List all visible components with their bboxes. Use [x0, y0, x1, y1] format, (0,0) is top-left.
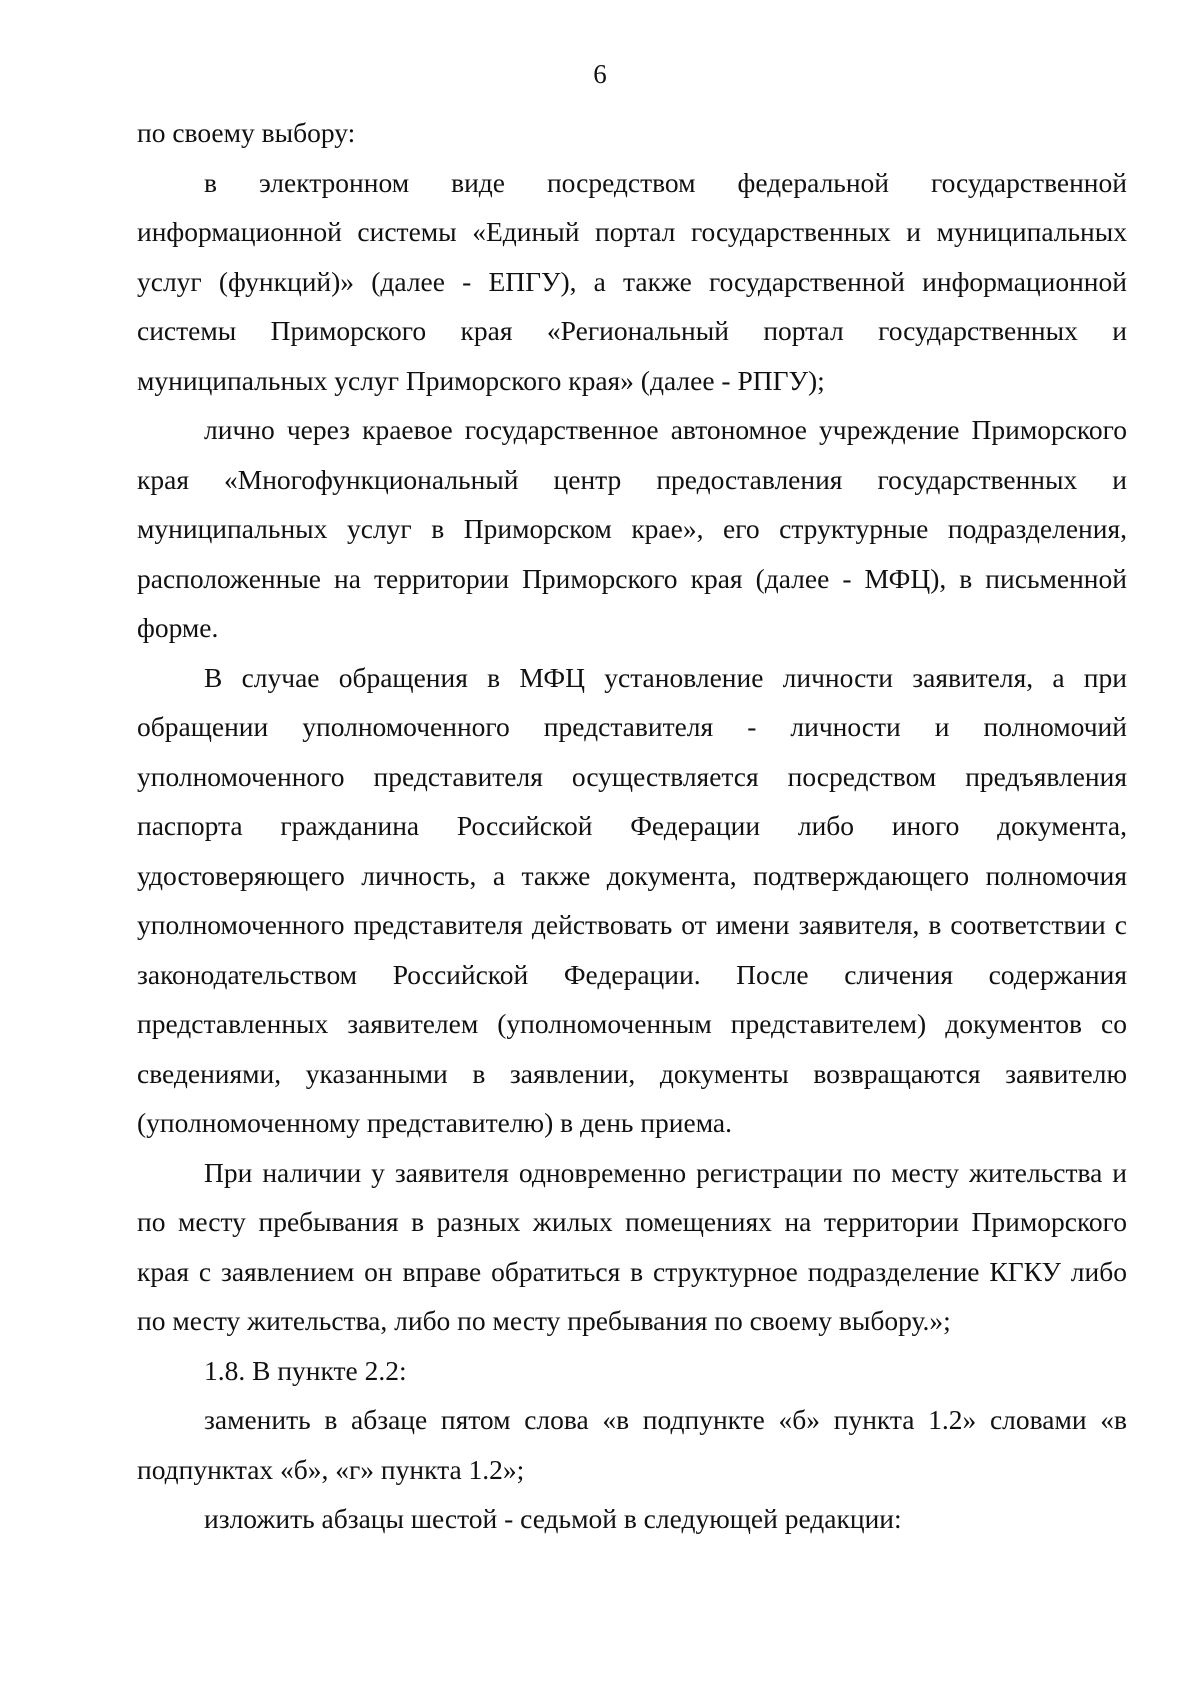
paragraph-clause-heading: 1.8. В пункте 2.2: [204, 1354, 407, 1386]
paragraph-dual-registration: При наличии у заявителя одновременно регистрации по месту жительства и по месту пребывания в разных жилых помещениях на территории Приморского края с заявлением он вправе обратиться в структурное подразделение КГКУ либо по месту жительства, либо по месту пребывания по своему выбору.»; [137, 1156, 1127, 1336]
paragraph-new-wording: изложить абзацы шестой - седьмой в следующей редакции: [204, 1503, 902, 1534]
document-body [137, 108, 1127, 1544]
page-number: 6 [593, 59, 607, 89]
paragraph-replace-words: заменить в абзаце пятом слова «в подпункте «б» пункта 1.2» словами «в подпунктах «б», «г» пункта 1.2»; [137, 1404, 1127, 1485]
paragraph-electronic-submission: в электронном виде посредством федеральной государственной информационной системы «Единый портал государственных и муниципальных услуг (функций)» (далее - ЕПГУ), а также государственной информационной системы Приморского края «Региональный портал государственных и муниципальных услуг Приморского края» (далее - РПГУ); [137, 166, 1127, 396]
paragraph-identity-verification: В случае обращения в МФЦ установление личности заявителя, а при обращении уполномоченного представителя - личности и полномочий уполномоченного представителя осуществляется посредством предъявления паспорта гражданина Российской Федерации либо иного документа, удостоверяющего личность, а также документа, подтверждающего полномочия уполномоченного представителя действовать от имени заявителя, в соответствии с законодательством Российской Федерации. После сличения содержания представленных заявителем (уполномоченным представителем) документов со сведениями, указанными в заявлении, документы возвращаются заявителю (уполномоченному представителю) в день приема. [137, 661, 1127, 1138]
paragraph-continuation: по своему выбору: [137, 117, 356, 148]
paragraph-in-person-submission: лично через краевое государственное автономное учреждение Приморского края «Многофункциональный центр предоставления государственных и муниципальных услуг в Приморском крае», его структурные подразделения, расположенные на территории Приморского края (далее - МФЦ), в письменной форме. [137, 414, 1127, 643]
